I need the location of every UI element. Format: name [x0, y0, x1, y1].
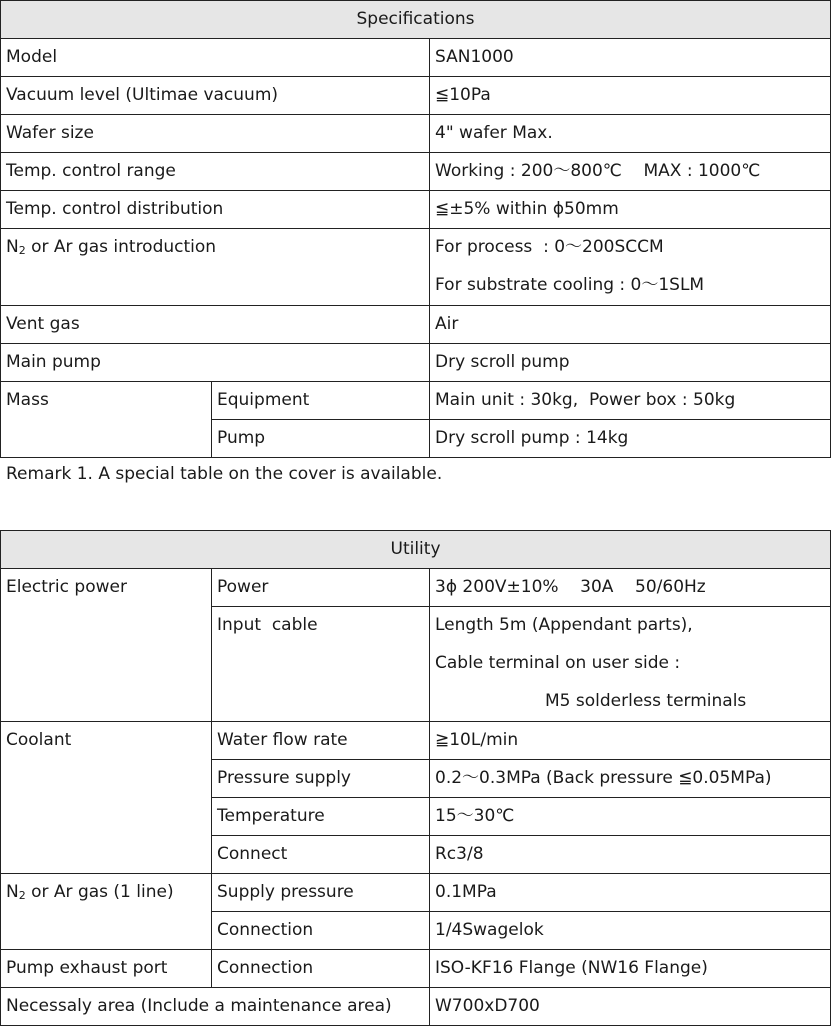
cable-terminal-type: M5 solderless terminals	[545, 691, 747, 711]
mass-equipment-label: Equipment	[212, 382, 430, 420]
main-pump-label: Main pump	[1, 344, 430, 382]
vacuum-label: Vacuum level (Ultimae vacuum)	[1, 77, 430, 115]
exhaust-connection-value: ISO-KF16 Flange (NW16 Flange)	[430, 950, 831, 988]
wafer-size-label: Wafer size	[1, 115, 430, 153]
temperature-value: 15〜30℃	[430, 798, 831, 836]
gas-introduction-label-post: or Ar gas introduction	[25, 237, 217, 257]
vacuum-value: ≦10Pa	[430, 77, 831, 115]
input-cable-value	[430, 607, 831, 722]
temp-range-label: Temp. control range	[1, 153, 430, 191]
pressure-supply-value: 0.2〜0.3MPa (Back pressure ≦0.05MPa)	[430, 760, 831, 798]
supply-pressure-value: 0.1MPa	[430, 874, 831, 912]
temperature-label: Temperature	[212, 798, 430, 836]
remark-note: Remark 1. A special table on the cover is available.	[6, 464, 443, 484]
temp-range-value: Working : 200〜800℃ MAX : 1000℃	[430, 153, 831, 191]
temp-distribution-label: Temp. control distribution	[1, 191, 430, 229]
gas-line-label-pre: N	[6, 882, 19, 902]
supply-pressure-label: Supply pressure	[212, 874, 430, 912]
vent-gas-value: Air	[430, 306, 831, 344]
gas-connection-label: Connection	[212, 912, 430, 950]
input-cable-label: Input cable	[212, 607, 430, 722]
utility-title: Utility	[1, 531, 831, 569]
gas-introduction-label-sub: 2	[18, 244, 26, 257]
gas-introduction-label	[1, 229, 430, 306]
electric-power-label: Electric power	[1, 569, 212, 722]
coolant-label: Coolant	[1, 722, 212, 874]
gas-line-label-post: or Ar gas (1 line)	[25, 882, 174, 902]
pressure-supply-label: Pressure supply	[212, 760, 430, 798]
gas-line-label-sub: 2	[18, 889, 26, 902]
specifications-table	[0, 0, 831, 458]
mass-pump-value: Dry scroll pump : 14kg	[430, 420, 831, 458]
gas-introduction-value	[430, 229, 831, 306]
cable-terminal: Cable terminal on user side :	[435, 653, 681, 673]
temp-distribution-value: ≦±5% within ϕ50mm	[430, 191, 831, 229]
mass-equipment-value: Main unit : 30kg, Power box : 50kg	[430, 382, 831, 420]
coolant-connect-label: Connect	[212, 836, 430, 874]
model-label: Model	[1, 39, 430, 77]
main-pump-value: Dry scroll pump	[430, 344, 831, 382]
water-flow-label: Water flow rate	[212, 722, 430, 760]
specifications-title: Specifications	[1, 1, 831, 39]
vent-gas-label: Vent gas	[1, 306, 430, 344]
gas-connection-value: 1/4Swagelok	[430, 912, 831, 950]
power-value: 3ϕ 200V±10% 30A 50/60Hz	[430, 569, 831, 607]
wafer-size-value: 4" wafer Max.	[430, 115, 831, 153]
gas-introduction-label-pre: N	[6, 237, 19, 257]
cable-length: Length 5m (Appendant parts),	[435, 615, 693, 635]
necessary-area-label: Necessaly area (Include a maintenance area)	[1, 988, 430, 1026]
gas-line-label	[1, 874, 212, 950]
mass-label: Mass	[1, 382, 212, 458]
utility-table	[0, 530, 831, 1026]
model-value: SAN1000	[430, 39, 831, 77]
power-label: Power	[212, 569, 430, 607]
exhaust-connection-label: Connection	[212, 950, 430, 988]
coolant-connect-value: Rc3/8	[430, 836, 831, 874]
mass-pump-label: Pump	[212, 420, 430, 458]
pump-exhaust-label: Pump exhaust port	[1, 950, 212, 988]
necessary-area-value: W700xD700	[430, 988, 831, 1026]
water-flow-value: ≧10L/min	[430, 722, 831, 760]
gas-cooling-flow: For substrate cooling : 0〜1SLM	[435, 275, 705, 295]
gas-process-flow: For process : 0〜200SCCM	[435, 237, 664, 257]
